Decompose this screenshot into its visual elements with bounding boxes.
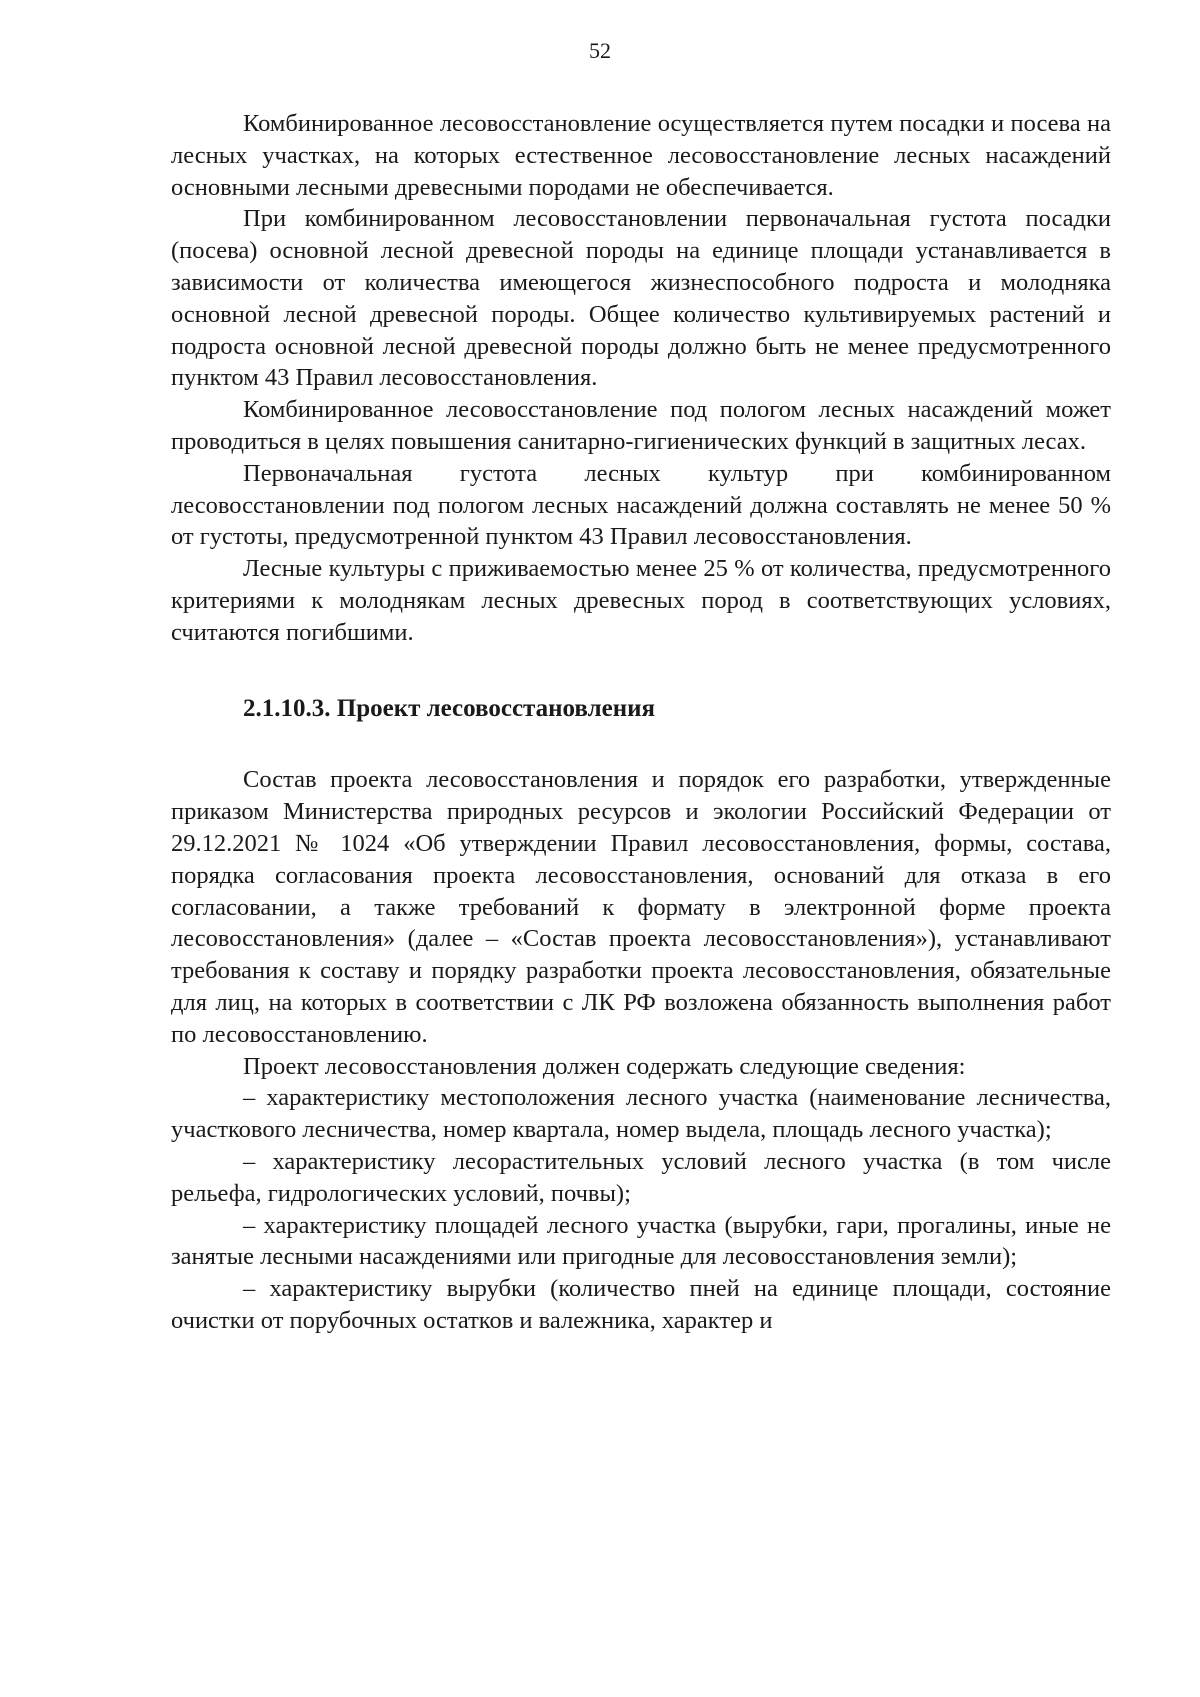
paragraph: Проект лесовосстановления должен содержать следующие сведения: [243,1052,966,1080]
page-content [171,108,1111,1337]
paragraph: Лесные культуры с приживаемостью менее 25 % от количества, предусмотренного критериями к молоднякам лесных древесных пород в соответствующих условиях, считаются погибшими. [171,555,1111,646]
list-item: – характеристику местоположения лесного участка (наименование лесничества, участкового лесничества, номер квартала, номер выдела, площадь лесного участка); [171,1084,1111,1144]
list-item: – характеристику лесорастительных условий лесного участка (в том числе рельефа, гидрологических условий, почвы); [171,1147,1111,1207]
paragraph: При комбинированном лесовосстановлении первоначальная густота посадки (посева) основной лесной древесной породы на единице площади устанавливается в зависимости от количества имеющегося жизнеспособного подроста и молодняка основной лесной древесной породы. Общее количество культивируемых растений и подроста основной лесной древесной породы должно быть не менее предусмотренного пунктом 43 Правил лесовосстановления. [171,205,1111,392]
section-heading: 2.1.10.3. Проект лесовосстановления [243,694,656,722]
list-item: – характеристику вырубки (количество пней на единице площади, состояние очистки от порубочных остатков и валежника, характер и [171,1275,1111,1334]
paragraph: Первоначальная густота лесных культур при комбинированном лесовосстановлении под пологом лесных насаждений должна составлять не менее 50 % от густоты, предусмотренной пунктом 43 Правил лесовосстановления. [171,459,1111,551]
list-item: – характеристику площадей лесного участка (вырубки, гари, прогалины, иные не занятые лесными насаждениями или пригодные для лесовосстановления земли); [171,1211,1111,1271]
paragraph: Комбинированное лесовосстановление под пологом лесных насаждений может проводиться в целях повышения санитарно-гигиенических функций в защитных лесах. [171,396,1111,455]
paragraph: Комбинированное лесовосстановление осуществляется путем посадки и посева на лесных участках, на которых естественное лесовосстановление лесных насаждений основными лесными древесными породами не обеспечивается. [171,110,1111,201]
page-number: 52 [589,38,611,63]
paragraph: Состав проекта лесовосстановления и порядок его разработки, утвержденные приказом Министерства природных ресурсов и экологии Российский Федерации от 29.12.2021 № 1024 «Об утверждении Правил лесовосстановления, формы, состава, порядка согласования проекта лесовосстановления, оснований для отказа в его согласовании, а также требований к формату в электронной форме проекта лесовосстановления» (далее – «Состав проекта лесовосстановления»), устанавливают требования к составу и порядку разработки проекта лесовосстановления, обязательные для лиц, на которых в соответствии с ЛК РФ возложена обязанность выполнения работ по лесовосстановлению. [171,766,1111,1048]
